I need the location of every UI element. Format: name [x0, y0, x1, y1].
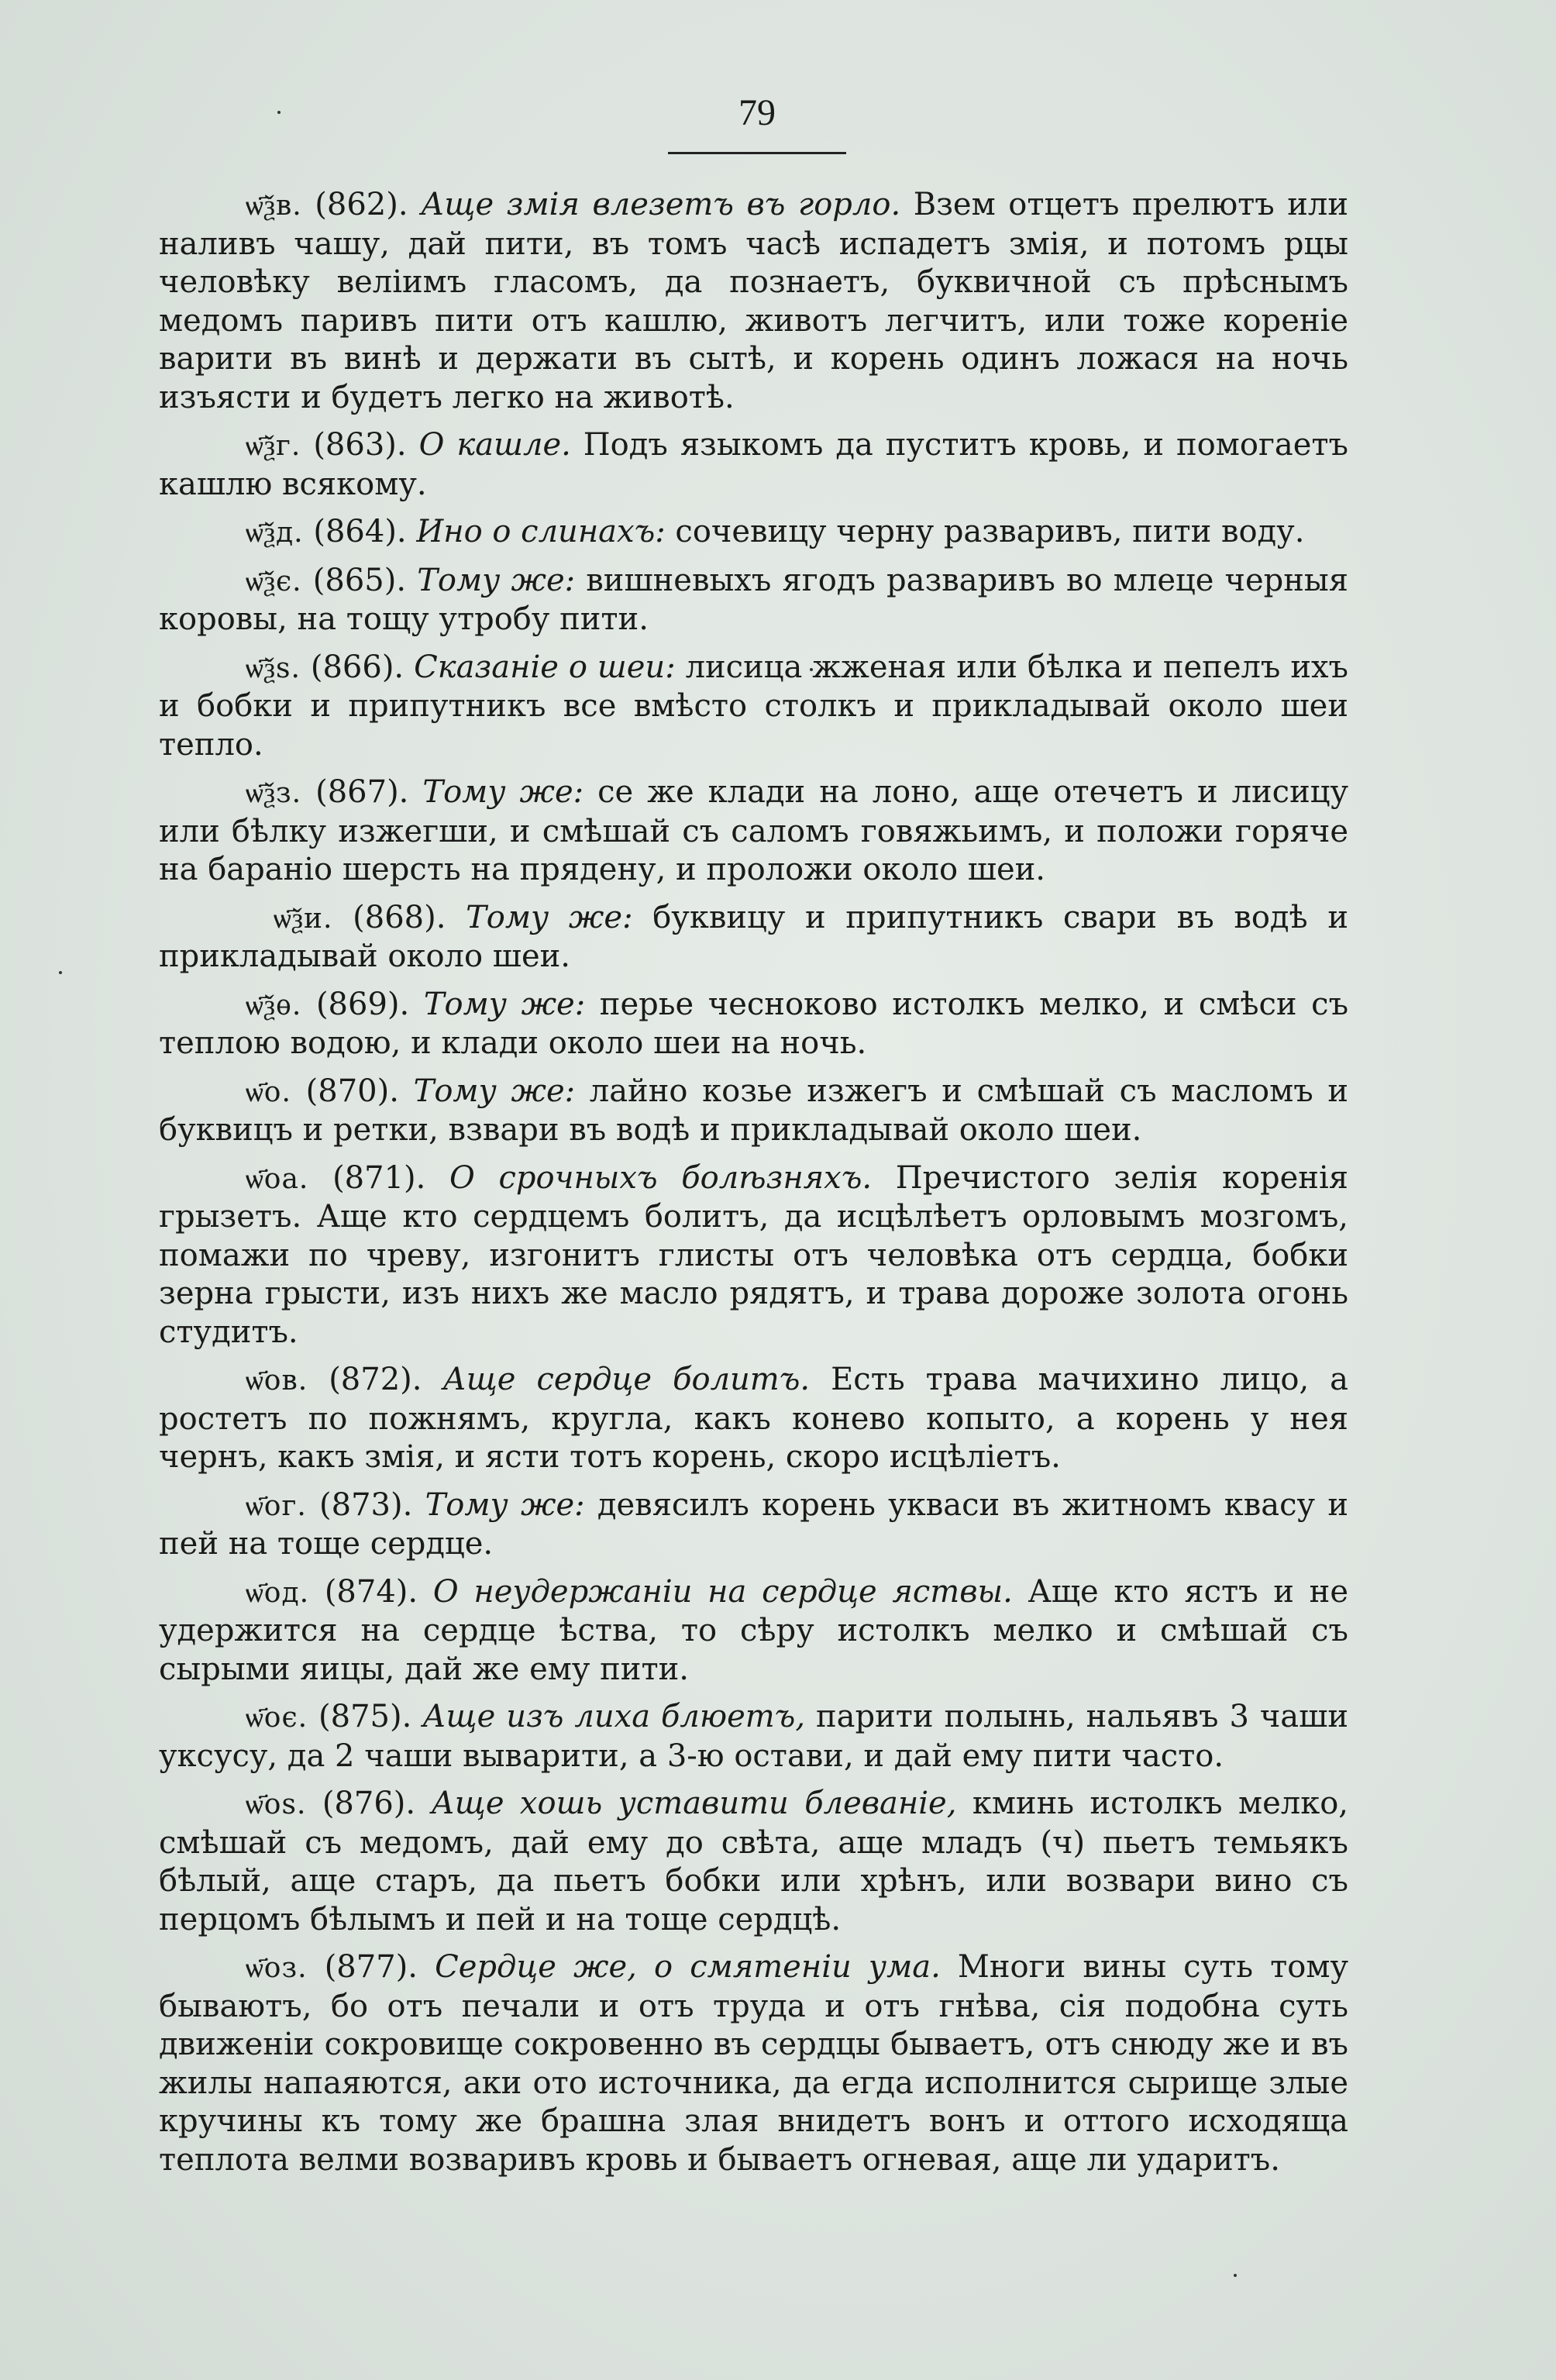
entry-title: Аще змія влезетъ въ горло. [421, 187, 901, 222]
entry-paragraph [159, 649, 1348, 765]
entry-paragraph [159, 1785, 1348, 1939]
entry-paragraph [159, 1948, 1348, 2179]
entry-number: (866). [310, 649, 404, 685]
entry-number: (868). [353, 899, 446, 935]
entry-marker: ѡ҃оє. [246, 1702, 308, 1734]
entry-number: (871). [332, 1159, 426, 1196]
entry-marker: ѡ҃ѯз. [246, 777, 302, 809]
entry-marker: ѡ҃ог. [246, 1490, 307, 1522]
entry-paragraph [159, 1073, 1348, 1150]
text-body [159, 186, 1348, 2189]
entry-marker: ѡ҃ѯг. [246, 430, 301, 462]
entry-text: парити полынь, нальявъ 3 чаши уксусу, да 2 чаши выварити, а 3-ю остави, и дай ему пити часто. [159, 1699, 1348, 1774]
entry-number: (875). [318, 1699, 412, 1734]
entry-paragraph [159, 513, 1348, 553]
entry-title: О неудержаніи на сердце яствы. [432, 1573, 1013, 1610]
entry-marker: ѡ҃ѯи. [274, 902, 333, 935]
entry-title: О срочныхъ болѣзняхъ. [449, 1159, 873, 1196]
page-number: 79 [738, 92, 776, 133]
entry-text: перье чесноково истолкъ мелко, и смѣси съ теплою водою, и клади около шеи на ночь. [159, 986, 1349, 1061]
entry-number: (864). [313, 514, 407, 549]
entry-title: Аще сердце болитъ. [442, 1362, 811, 1397]
entry-text: Есть трава мачихино лицо, а ростетъ по пожнямъ, кругла, какъ конево копыто, а корень у нея чернъ, какъ змія, и ясти тотъ корень, скоро исцѣліетъ. [159, 1362, 1349, 1475]
entry-number: (869). [315, 986, 410, 1022]
entry-text: кминь истолкъ мелко, смѣшай съ медомъ, дай ему до свѣта, аще младъ (ч) пьетъ темьякъ бѣлый, аще старъ, да пьетъ бобки или хрѣнъ, или возвари вино съ перцомъ бѣлымъ и пей и на тоще сердцѣ. [159, 1786, 1348, 1937]
page-number-rule [668, 152, 846, 154]
entry-marker: ѡ҃од. [246, 1576, 310, 1609]
entry-marker: ѡ҃оѕ. [246, 1789, 307, 1820]
entry-paragraph [159, 1159, 1348, 1352]
entry-paragraph [159, 1361, 1348, 1477]
entry-marker: ѡ҃ѯє. [246, 565, 302, 598]
entry-paragraph [159, 1573, 1348, 1689]
entry-marker: ѡ҃о. [246, 1076, 291, 1108]
entry-paragraph [159, 562, 1348, 639]
entry-number: (877). [324, 1949, 418, 1985]
entry-title: Тому же: [417, 562, 576, 598]
entry-paragraph [159, 426, 1348, 504]
entry-text: Пречистого зелія коренія грызетъ. Аще кто сердцемъ болитъ, да исцѣлѣетъ орловымъ мозгомъ, помажи по чреву, изгонитъ глисты отъ человѣка отъ сердца, бобки зерна грысти, изъ нихъ же масло рядятъ, и трава дороже золота огонь студитъ. [159, 1159, 1348, 1350]
entry-marker: ѡ҃оз. [246, 1952, 308, 1984]
entry-paragraph [159, 899, 1348, 976]
speck [59, 971, 62, 974]
entry-paragraph [159, 1486, 1348, 1564]
speck [1234, 2274, 1237, 2277]
entry-title: Тому же: [466, 899, 633, 935]
entry-title: Аще хошь уставити блеваніе, [431, 1786, 957, 1821]
speck [277, 111, 281, 114]
entry-number: (872). [329, 1362, 422, 1397]
entry-text: девясилъ корень укваси въ житномъ квасу и пей на тоще сердце. [159, 1486, 1348, 1562]
entry-number: (863). [313, 427, 407, 463]
entry-text: Многи вины суть тому бываютъ, бо отъ печали и отъ труда и отъ гнѣва, сія подобна суть движеніи сокровище сокровенно въ сердцы бываетъ, отъ снюду же и въ жилы напаяются, аки ото источника, да егда исполнится сырище злые кручины къ тому же брашна злая внидетъ вонъ и оттого исходяща теплота велми возваривъ кровь и бываетъ огневая, аще ли ударитъ. [159, 1949, 1348, 2178]
entry-text: се же клади на лоно, аще отечетъ и лисицу или бѣлку изжегши, и смѣшай съ саломъ говяжьимъ, и положи горяче на бараніо шерсть на прядену, и проложи около шеи. [159, 774, 1348, 887]
entry-marker: ѡ҃ѯѕ. [246, 652, 301, 684]
entry-title: Тому же: [423, 986, 586, 1022]
entry-text: вишневыхъ ягодъ разваривъ во млеце черныя коровы, на тощу утробу пити. [159, 562, 1348, 637]
entry-number: (874). [324, 1573, 418, 1610]
entry-number: (862). [315, 187, 408, 222]
entry-number: (873). [319, 1486, 413, 1523]
entry-title: О кашле. [418, 427, 571, 463]
entry-text: лайно козье изжегъ и смѣшай съ масломъ и буквицъ и ретки, взвари въ водѣ и прикладывай около шеи. [159, 1073, 1349, 1148]
entry-title: Сказаніе о шеи: [414, 649, 676, 685]
entry-marker: ѡ҃ов. [246, 1365, 308, 1397]
entry-title: Тому же: [422, 774, 584, 810]
entry-paragraph [159, 773, 1348, 890]
entry-paragraph [159, 1698, 1348, 1776]
entry-marker: ѡ҃ѯд. [246, 517, 304, 549]
entry-text: Взем отцетъ прелютъ или наливъ чашу, дай пити, въ томъ часѣ испадетъ змія, и потомъ рцы человѣку веліимъ гласомъ, да познаетъ, буквичной съ прѣснымъ медомъ паривъ пити отъ кашлю, животъ легчитъ, или тоже кореніе варити въ винѣ и держати въ сытѣ, и корень одинъ ложася на ночь изъясти и будетъ легко на животѣ. [159, 187, 1348, 415]
entry-text: сочевицу черну разваривъ, пити воду. [665, 514, 1305, 549]
entry-marker: ѡ҃оа. [246, 1162, 309, 1195]
entry-paragraph [159, 986, 1348, 1063]
entry-marker: ѡ҃ѯв. [246, 190, 302, 222]
entry-number: (870). [305, 1073, 399, 1109]
entry-paragraph [159, 186, 1348, 417]
entry-marker: ѡ҃ѯѳ. [246, 989, 302, 1021]
entry-text: буквицу и припутникъ свари въ водѣ и прикладывай около шеи. [159, 899, 1349, 974]
entry-title: Сердце же, о смятеніи ума. [435, 1949, 941, 1985]
entry-number: (865). [312, 562, 407, 598]
entry-title: Тому же: [413, 1073, 576, 1109]
entry-title: Тому же: [425, 1486, 585, 1523]
entry-text: Подъ языкомъ да пуститъ кровь, и помогаетъ кашлю всякому. [159, 427, 1349, 502]
entry-text: Аще кто ястъ и не удержится на сердце ѣства, то сѣру истолкъ мелко и смѣшай съ сырыми яицы, дай же ему пити. [159, 1573, 1349, 1687]
entry-title: Аще изъ лиха блюетъ, [422, 1699, 806, 1734]
entry-number: (867). [315, 774, 409, 810]
entry-text: лисица жженая или бѣлка и пепелъ ихъ и бобки и припутникъ все вмѣсто столкъ и прикладывай около шеи тепло. [159, 649, 1348, 763]
entry-number: (876). [322, 1786, 416, 1821]
entry-title: Ино о слинахъ: [416, 514, 666, 549]
